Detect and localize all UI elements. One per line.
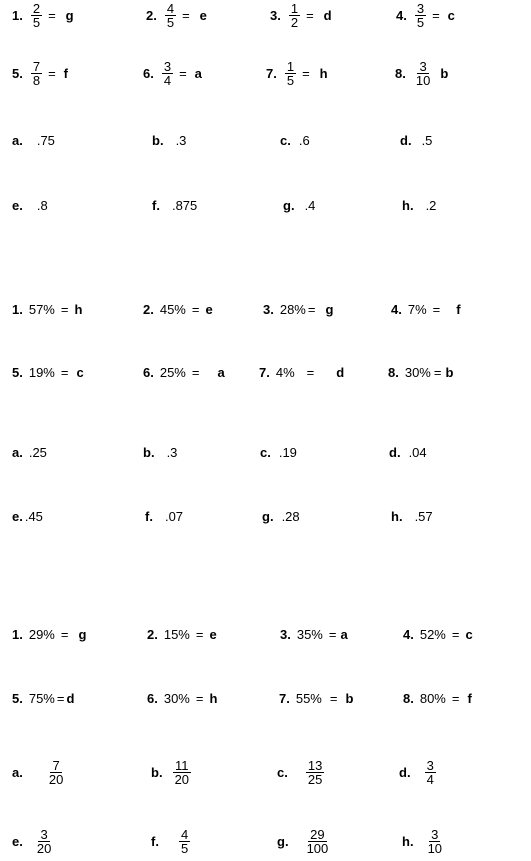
s3-choice-e (12, 828, 55, 855)
choice-value: .4 (304, 198, 316, 213)
answer: e (205, 302, 213, 317)
s2-problem-1 (12, 302, 82, 317)
choice-value: .25 (28, 445, 47, 460)
s1-problem-2 (146, 2, 207, 29)
choice-letter: b. (151, 765, 163, 780)
choice-letter: c. (260, 445, 271, 460)
problem-number: 3. (270, 8, 281, 23)
s1-choice-g (283, 198, 315, 213)
s2-choice-a (12, 445, 47, 460)
denominator: 25 (307, 772, 323, 787)
problem-number: 7. (259, 365, 270, 380)
s3-choice-c (277, 759, 326, 786)
fraction (31, 60, 42, 87)
answer: c (76, 365, 84, 380)
denominator: 4 (163, 73, 172, 88)
s1-problem-6 (143, 60, 202, 87)
percent-value: 15% (163, 627, 190, 642)
s1-choice-f (152, 198, 197, 213)
percent-value: 28% (279, 302, 306, 317)
equals-sign: = (191, 365, 200, 380)
fraction (426, 828, 444, 855)
equals-sign: = (307, 302, 316, 317)
answer: e (209, 627, 217, 642)
equals-sign: = (60, 627, 69, 642)
numerator: 3 (431, 827, 439, 842)
choice-letter: h. (391, 509, 403, 524)
problem-number: 7. (266, 66, 277, 81)
s2-choice-f (145, 509, 183, 524)
percent-value: 29% (28, 627, 55, 642)
answer: f (63, 66, 69, 81)
denominator: 5 (180, 841, 189, 856)
s2-choice-e (12, 509, 43, 524)
s2-problem-3 (263, 302, 333, 317)
numerator: 3 (419, 59, 427, 74)
choice-letter: f. (151, 834, 159, 849)
answer: b (440, 66, 449, 81)
fraction (165, 2, 176, 29)
denominator: 5 (416, 15, 425, 30)
s1-choice-a (12, 133, 55, 148)
answer: c (447, 8, 455, 23)
s3-problem-2 (147, 627, 217, 642)
percent-value: 75% (28, 691, 55, 706)
fraction (31, 2, 42, 29)
equals-sign: = (451, 691, 460, 706)
s2-problem-8 (388, 365, 453, 380)
problem-number: 2. (147, 627, 158, 642)
choice-letter: d. (400, 133, 412, 148)
s3-problem-4 (403, 627, 473, 642)
denominator: 5 (286, 73, 295, 88)
equals-sign: = (48, 66, 56, 81)
s1-choice-h (402, 198, 436, 213)
choice-value: .3 (175, 133, 187, 148)
choice-value: .6 (298, 133, 310, 148)
fraction (47, 759, 65, 786)
fraction (305, 828, 331, 855)
numerator: 7 (52, 758, 60, 773)
equals-sign: = (191, 302, 200, 317)
s2-problem-4 (391, 302, 461, 317)
s2-choice-b (143, 445, 177, 460)
choice-value: .875 (171, 198, 198, 213)
equals-sign: = (432, 8, 440, 23)
answer: b (445, 365, 454, 380)
percent-value: 55% (295, 691, 322, 706)
choice-letter: e. (12, 834, 23, 849)
percent-value: 52% (419, 627, 446, 642)
s3-choice-a (12, 759, 67, 786)
denominator: 4 (426, 772, 434, 787)
problem-number: 4. (391, 302, 402, 317)
percent-value: 30% (404, 365, 431, 380)
fraction (162, 60, 173, 87)
choice-letter: f. (145, 509, 153, 524)
choice-value: .28 (281, 509, 300, 524)
equals-sign: = (182, 8, 190, 23)
choice-letter: e. (12, 509, 23, 524)
s1-choice-c (280, 133, 310, 148)
answer: h (319, 66, 328, 81)
denominator: 20 (48, 772, 64, 787)
problem-number: 8. (395, 66, 406, 81)
answer: a (194, 66, 202, 81)
s3-problem-8 (403, 691, 472, 706)
answer: g (325, 302, 334, 317)
answer: a (340, 627, 348, 642)
choice-letter: a. (12, 133, 23, 148)
s2-choice-d (389, 445, 427, 460)
choice-letter: a. (12, 765, 23, 780)
problem-number: 5. (12, 66, 23, 81)
fraction (35, 828, 53, 855)
equals-sign: = (433, 365, 442, 380)
choice-value: .5 (421, 133, 433, 148)
problem-number: 6. (143, 66, 154, 81)
choice-letter: b. (152, 133, 164, 148)
choice-value: .57 (414, 509, 433, 524)
problem-number: 3. (263, 302, 274, 317)
answer: a (217, 365, 225, 380)
percent-value: 80% (419, 691, 446, 706)
s3-problem-1 (12, 627, 86, 642)
denominator: 8 (32, 73, 41, 88)
s1-problem-1 (12, 2, 74, 29)
problem-number: 4. (403, 627, 414, 642)
percent-value: 45% (159, 302, 186, 317)
choice-letter: h. (402, 198, 414, 213)
problem-number: 1. (12, 627, 23, 642)
choice-letter: b. (143, 445, 155, 460)
s1-choice-b (152, 133, 186, 148)
problem-number: 2. (146, 8, 157, 23)
s1-choice-d (400, 133, 432, 148)
choice-value: .19 (278, 445, 297, 460)
answer: d (336, 365, 345, 380)
denominator: 5 (32, 15, 41, 30)
s1-problem-5 (12, 60, 68, 87)
denominator: 20 (174, 772, 190, 787)
problem-number: 6. (147, 691, 158, 706)
denominator: 100 (306, 841, 329, 856)
equals-sign: = (328, 627, 337, 642)
fraction (179, 828, 190, 855)
choice-value: .8 (36, 198, 48, 213)
s3-problem-5 (12, 691, 74, 706)
numerator: 29 (310, 827, 325, 842)
s3-choice-d (399, 759, 438, 786)
answer: f (467, 691, 472, 706)
choice-value: .3 (166, 445, 178, 460)
fraction (306, 759, 324, 786)
s3-choice-b (151, 759, 193, 786)
answer: g (78, 627, 87, 642)
answer: d (323, 8, 332, 23)
s3-problem-6 (147, 691, 217, 706)
denominator: 2 (290, 15, 299, 30)
choice-value: .75 (36, 133, 55, 148)
answer: c (465, 627, 473, 642)
numerator: 1 (290, 1, 299, 16)
answer: f (456, 302, 461, 317)
equals-sign: = (432, 302, 441, 317)
equals-sign: = (60, 302, 69, 317)
s1-problem-4 (396, 2, 455, 29)
percent-value: 35% (296, 627, 323, 642)
answer: g (65, 8, 74, 23)
problem-number: 6. (143, 365, 154, 380)
fraction (285, 60, 296, 87)
choice-letter: h. (402, 834, 414, 849)
numerator: 3 (416, 1, 425, 16)
numerator: 3 (426, 758, 434, 773)
s2-choice-c (260, 445, 297, 460)
equals-sign: = (195, 691, 204, 706)
s2-problem-6 (143, 365, 225, 380)
choice-letter: c. (277, 765, 288, 780)
problem-number: 3. (280, 627, 291, 642)
percent-value: 30% (163, 691, 190, 706)
choice-letter: c. (280, 133, 291, 148)
s3-problem-3 (280, 627, 348, 642)
s1-choice-e (12, 198, 48, 213)
s2-problem-7 (259, 365, 344, 380)
equals-sign: = (56, 691, 65, 706)
s1-problem-8 (395, 60, 448, 87)
problem-number: 8. (403, 691, 414, 706)
s2-problem-2 (143, 302, 213, 317)
answer: e (199, 8, 207, 23)
numerator: 7 (32, 59, 41, 74)
s3-choice-g (277, 828, 332, 855)
answer: h (209, 691, 218, 706)
choice-value: .45 (24, 509, 43, 524)
choice-letter: d. (399, 765, 411, 780)
problem-number: 5. (12, 691, 23, 706)
s2-problem-5 (12, 365, 84, 380)
problem-number: 7. (279, 691, 290, 706)
choice-value: .2 (425, 198, 437, 213)
percent-value: 4% (275, 365, 295, 380)
problem-number: 4. (396, 8, 407, 23)
equals-sign: = (195, 627, 204, 642)
percent-value: 19% (28, 365, 55, 380)
denominator: 20 (36, 841, 52, 856)
problem-number: 1. (12, 8, 23, 23)
numerator: 3 (40, 827, 48, 842)
equals-sign: = (60, 365, 69, 380)
choice-letter: g. (262, 509, 274, 524)
s1-problem-7 (266, 60, 328, 87)
denominator: 10 (427, 841, 443, 856)
choice-letter: a. (12, 445, 23, 460)
choice-letter: f. (152, 198, 160, 213)
problem-number: 1. (12, 302, 23, 317)
s2-choice-h (391, 509, 433, 524)
choice-letter: d. (389, 445, 401, 460)
numerator: 1 (286, 59, 295, 74)
problem-number: 8. (388, 365, 399, 380)
equals-sign: = (179, 66, 187, 81)
choice-letter: g. (283, 198, 295, 213)
answer: b (345, 691, 354, 706)
equals-sign: = (329, 691, 338, 706)
choice-value: .04 (408, 445, 427, 460)
equals-sign: = (306, 365, 315, 380)
fraction (425, 759, 436, 786)
fraction (289, 2, 300, 29)
choice-letter: e. (12, 198, 23, 213)
problem-number: 5. (12, 365, 23, 380)
fraction (173, 759, 191, 786)
equals-sign: = (48, 8, 56, 23)
percent-value: 57% (28, 302, 55, 317)
percent-value: 25% (159, 365, 186, 380)
answer: h (74, 302, 83, 317)
s1-problem-3 (270, 2, 332, 29)
s3-choice-h (402, 828, 446, 855)
choice-letter: g. (277, 834, 289, 849)
denominator: 10 (415, 73, 431, 88)
fraction (415, 2, 426, 29)
fraction (414, 60, 432, 87)
denominator: 5 (166, 15, 175, 30)
equals-sign: = (451, 627, 460, 642)
choice-value: .07 (164, 509, 184, 524)
answer: d (66, 691, 75, 706)
numerator: 13 (307, 758, 323, 773)
numerator: 4 (180, 827, 189, 842)
s3-choice-f (151, 828, 192, 855)
equals-sign: = (302, 66, 310, 81)
s3-problem-7 (279, 691, 353, 706)
numerator: 4 (166, 1, 175, 16)
equals-sign: = (306, 8, 314, 23)
numerator: 2 (32, 1, 41, 16)
numerator: 11 (175, 758, 189, 773)
percent-value: 7% (407, 302, 427, 317)
numerator: 3 (163, 59, 172, 74)
problem-number: 2. (143, 302, 154, 317)
s2-choice-g (262, 509, 300, 524)
